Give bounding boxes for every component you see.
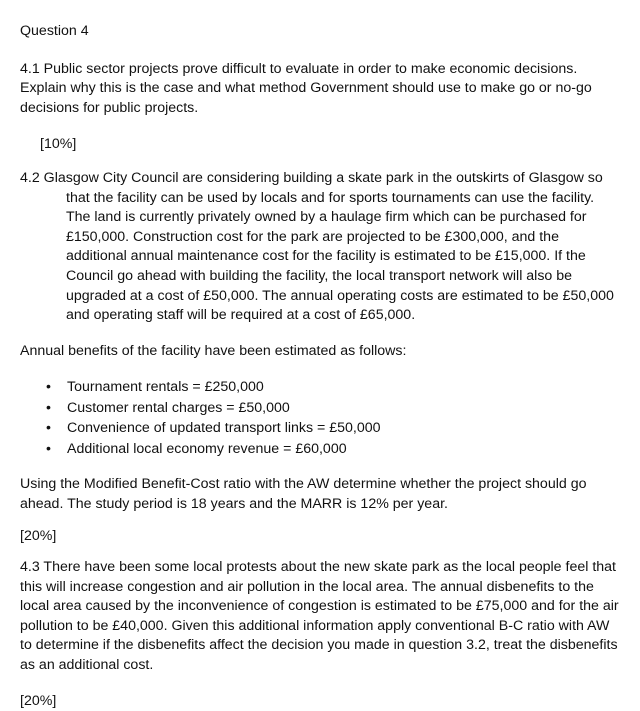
question-4-2-instruction: Using the Modified Benefit-Cost ratio with the AW determine whether the project should go ahead. The study period is 18 years and the MARR is 12% per year. bbox=[20, 476, 587, 512]
bullet-icon: • bbox=[46, 379, 51, 396]
benefit-local-economy: Additional local economy revenue = £60,000 bbox=[67, 440, 347, 457]
question-4-3-text: 4.3 There have been some local protests about the new skate park as the local people feel that this will increase congestion and air pollution in the local area. The annual disbenefits to the local area caused by the inconvenience of congestion is estimated to be £75,000 and for the air pollution to be £40,000. Given this additional information apply conventional B-C ratio with AW to determine if the disbenefits affect the decision you made in question 3.2, treat the disbenefits as an additional cost. bbox=[20, 559, 619, 674]
spacer bbox=[20, 515, 622, 527]
spacer bbox=[20, 118, 622, 135]
spacer bbox=[20, 459, 622, 475]
question-4-1-text: 4.1 Public sector projects prove difficult to evaluate in order to make economic decisions. Explain why this is the case and what method Government should use to make go or no-go decisions for public projects. bbox=[20, 60, 592, 116]
spacer bbox=[20, 361, 622, 377]
benefit-tournament-rentals: Tournament rentals = £250,000 bbox=[67, 379, 264, 396]
question-4-2-mark: [20%] bbox=[20, 527, 57, 544]
benefit-transport-links: Convenience of updated transport links = £50,000 bbox=[67, 420, 381, 437]
list-item bbox=[46, 418, 622, 439]
bullet-icon: • bbox=[46, 440, 51, 457]
question-4-2-text: 4.2 Glasgow City Council are considering building a skate park in the outskirts of Glasgow so that the facility can be used by locals and for sports tournaments can use the facility. The land is currently privately owned by a haulage firm which can be purchased for £150,000. Construction cost for the park are projected to be £300,000, and the additional annual maintenance cost for the facility is estimated to be £15,000. If the Council go ahead with building the facility, the local transport network will also be upgraded at a cost of £50,000. The annual operating costs are estimated to be £50,000 and operating staff will be required at a cost of £65,000. bbox=[20, 169, 614, 324]
benefits-list bbox=[20, 377, 622, 459]
benefit-customer-rental: Customer rental charges = £50,000 bbox=[67, 399, 290, 416]
list-item bbox=[46, 377, 622, 398]
benefits-intro: Annual benefits of the facility have been estimated as follows: bbox=[20, 342, 407, 359]
question-4-3-mark: [20%] bbox=[20, 692, 57, 709]
list-item bbox=[46, 398, 622, 419]
spacer bbox=[20, 326, 622, 342]
question-title: Question 4 bbox=[20, 23, 89, 39]
list-item bbox=[46, 439, 622, 460]
question-document bbox=[20, 22, 622, 711]
question-4-1-mark: [10%] bbox=[40, 136, 77, 153]
spacer bbox=[20, 155, 622, 169]
bullet-icon: • bbox=[46, 420, 51, 437]
spacer bbox=[20, 676, 622, 692]
spacer bbox=[20, 546, 622, 558]
bullet-icon: • bbox=[46, 399, 51, 416]
